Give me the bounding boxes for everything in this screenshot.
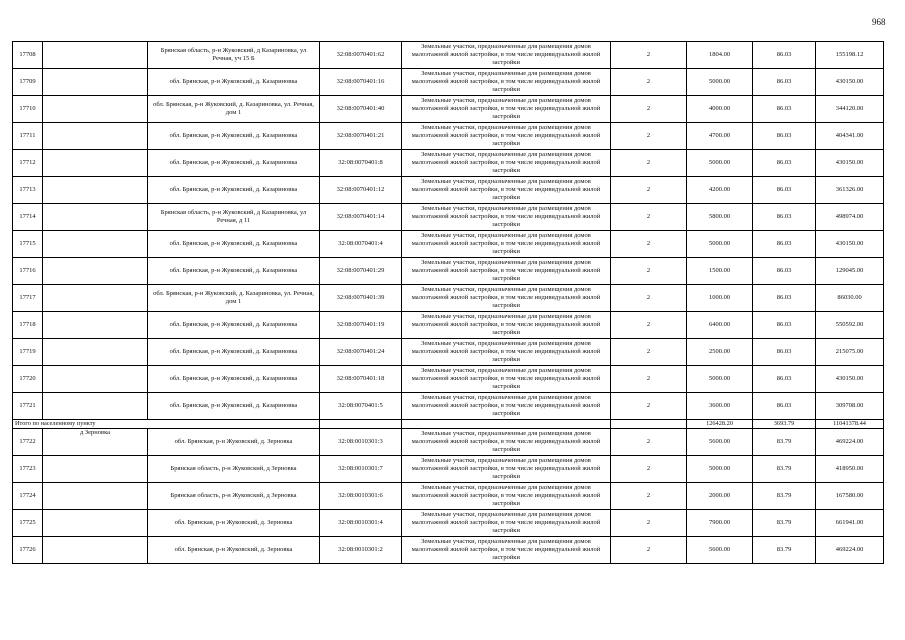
table-row bbox=[13, 123, 884, 150]
row-settlement-cell bbox=[43, 96, 148, 123]
row-land-category: Земельные участки, предназначенные для размещения домов малоэтажной жилой застройки, в том числе индивидуальной жилой застройки bbox=[402, 42, 611, 69]
row-settlement-cell bbox=[43, 366, 148, 393]
row-rate: 86.03 bbox=[753, 69, 816, 96]
row-cadastral-value: 215075.00 bbox=[816, 339, 884, 366]
row-group: 2 bbox=[611, 312, 687, 339]
row-cadastral-value: 661941.00 bbox=[816, 510, 884, 537]
row-rate: 83.79 bbox=[753, 483, 816, 510]
row-rate: 86.03 bbox=[753, 312, 816, 339]
row-land-category: Земельные участки, предназначенные для размещения домов малоэтажной жилой застройки, в том числе индивидуальной жилой застройки bbox=[402, 285, 611, 312]
row-land-category: Земельные участки, предназначенные для размещения домов малоэтажной жилой застройки, в том числе индивидуальной жилой застройки bbox=[402, 537, 611, 564]
row-area: 5000.00 bbox=[687, 69, 753, 96]
row-settlement-cell bbox=[43, 177, 148, 204]
row-id: 17714 bbox=[13, 204, 43, 231]
row-area: 4700.00 bbox=[687, 123, 753, 150]
table-body-zernovka bbox=[13, 429, 884, 564]
table-row bbox=[13, 258, 884, 285]
subtotal-value: 11041378.44 bbox=[816, 420, 884, 429]
row-area: 5000.00 bbox=[687, 231, 753, 258]
subtotal-area: 126428.20 bbox=[687, 420, 753, 429]
subtotal-rate: 3693.79 bbox=[753, 420, 816, 429]
table-row bbox=[13, 204, 884, 231]
row-land-category: Земельные участки, предназначенные для размещения домов малоэтажной жилой застройки, в том числе индивидуальной жилой застройки bbox=[402, 177, 611, 204]
row-address: обл. Брянская, р-н Жуковский, д. Казариновка bbox=[148, 312, 320, 339]
row-id: 17719 bbox=[13, 339, 43, 366]
row-rate: 83.79 bbox=[753, 456, 816, 483]
row-id: 17721 bbox=[13, 393, 43, 420]
table-row bbox=[13, 456, 884, 483]
table-row bbox=[13, 366, 884, 393]
row-settlement-cell bbox=[43, 312, 148, 339]
row-group: 2 bbox=[611, 150, 687, 177]
subtotal-blank-group bbox=[611, 420, 687, 429]
row-land-category: Земельные участки, предназначенные для размещения домов малоэтажной жилой застройки, в том числе индивидуальной жилой застройки bbox=[402, 258, 611, 285]
row-address: обл. Брянская, р-н Жуковский, д. Казариновка, ул. Речная, дом 1 bbox=[148, 285, 320, 312]
row-cadastral-value: 430150.00 bbox=[816, 366, 884, 393]
row-rate: 83.79 bbox=[753, 537, 816, 564]
row-cadastral-number: 32:08:0070401:62 bbox=[320, 42, 402, 69]
row-land-category: Земельные участки, предназначенные для размещения домов малоэтажной жилой застройки, в том числе индивидуальной жилой застройки bbox=[402, 123, 611, 150]
table-row bbox=[13, 393, 884, 420]
row-group: 2 bbox=[611, 69, 687, 96]
row-land-category: Земельные участки, предназначенные для размещения домов малоэтажной жилой застройки, в том числе индивидуальной жилой застройки bbox=[402, 393, 611, 420]
row-cadastral-value: 498974.00 bbox=[816, 204, 884, 231]
row-area: 2500.00 bbox=[687, 339, 753, 366]
row-cadastral-value: 155198.12 bbox=[816, 42, 884, 69]
row-settlement-cell bbox=[43, 204, 148, 231]
row-id: 17708 bbox=[13, 42, 43, 69]
table-row bbox=[13, 483, 884, 510]
row-address: Брянская область, р-н Жуковский, д Казариновка, ул Речная, уч 15 Б bbox=[148, 42, 320, 69]
row-area: 5600.00 bbox=[687, 537, 753, 564]
row-cadastral-number: 32:08:0070401:19 bbox=[320, 312, 402, 339]
table-row bbox=[13, 231, 884, 258]
table-row bbox=[13, 285, 884, 312]
row-address: обл. Брянская, р-н Жуковский, д. Зерновка bbox=[148, 429, 320, 456]
row-group: 2 bbox=[611, 177, 687, 204]
row-area: 1804.00 bbox=[687, 42, 753, 69]
row-cadastral-value: 361326.00 bbox=[816, 177, 884, 204]
row-address: обл. Брянская, р-н Жуковский, д. Казариновка bbox=[148, 366, 320, 393]
row-area: 5000.00 bbox=[687, 456, 753, 483]
row-settlement-cell bbox=[43, 123, 148, 150]
subtotal-blank-category bbox=[402, 420, 611, 429]
table-row bbox=[13, 537, 884, 564]
row-id: 17709 bbox=[13, 69, 43, 96]
row-land-category: Земельные участки, предназначенные для размещения домов малоэтажной жилой застройки, в том числе индивидуальной жилой застройки bbox=[402, 312, 611, 339]
settlement-name: д Зерновка bbox=[43, 429, 148, 456]
row-rate: 83.79 bbox=[753, 510, 816, 537]
row-cadastral-number: 32:08:0010301:4 bbox=[320, 510, 402, 537]
row-cadastral-number: 32:08:0070401:5 bbox=[320, 393, 402, 420]
table-row bbox=[13, 339, 884, 366]
row-settlement-cell bbox=[43, 483, 148, 510]
row-rate: 86.03 bbox=[753, 393, 816, 420]
row-land-category: Земельные участки, предназначенные для размещения домов малоэтажной жилой застройки, в том числе индивидуальной жилой застройки bbox=[402, 96, 611, 123]
row-address: обл. Брянская, р-н Жуковский, д. Казариновка bbox=[148, 258, 320, 285]
row-address: обл. Брянская, р-н Жуковский, д. Зерновка bbox=[148, 537, 320, 564]
row-cadastral-number: 32:08:0010301:3 bbox=[320, 429, 402, 456]
row-id: 17725 bbox=[13, 510, 43, 537]
row-cadastral-value: 469224.00 bbox=[816, 429, 884, 456]
row-area: 4200.00 bbox=[687, 177, 753, 204]
table-row bbox=[13, 96, 884, 123]
row-cadastral-number: 32:08:0010301:7 bbox=[320, 456, 402, 483]
table-row bbox=[13, 42, 884, 69]
row-id: 17717 bbox=[13, 285, 43, 312]
row-rate: 86.03 bbox=[753, 285, 816, 312]
row-cadastral-value: 430150.00 bbox=[816, 69, 884, 96]
row-address: обл. Брянская, р-н Жуковский, д. Зерновка bbox=[148, 510, 320, 537]
row-settlement-cell bbox=[43, 69, 148, 96]
row-area: 3600.00 bbox=[687, 393, 753, 420]
row-cadastral-number: 32:08:0070401:8 bbox=[320, 150, 402, 177]
row-address: обл. Брянская, р-н Жуковский, д. Казариновка bbox=[148, 339, 320, 366]
row-settlement-cell bbox=[43, 456, 148, 483]
row-cadastral-value: 469224.00 bbox=[816, 537, 884, 564]
row-cadastral-number: 32:08:0070401:18 bbox=[320, 366, 402, 393]
row-rate: 86.03 bbox=[753, 123, 816, 150]
row-group: 2 bbox=[611, 510, 687, 537]
row-id: 17711 bbox=[13, 123, 43, 150]
row-cadastral-value: 129045.00 bbox=[816, 258, 884, 285]
row-land-category: Земельные участки, предназначенные для размещения домов малоэтажной жилой застройки, в том числе индивидуальной жилой застройки bbox=[402, 456, 611, 483]
table-row bbox=[13, 429, 884, 456]
row-land-category: Земельные участки, предназначенные для размещения домов малоэтажной жилой застройки, в том числе индивидуальной жилой застройки bbox=[402, 510, 611, 537]
row-land-category: Земельные участки, предназначенные для размещения домов малоэтажной жилой застройки, в том числе индивидуальной жилой застройки bbox=[402, 231, 611, 258]
row-cadastral-number: 32:08:0070401:12 bbox=[320, 177, 402, 204]
row-id: 17710 bbox=[13, 96, 43, 123]
row-area: 5800.00 bbox=[687, 204, 753, 231]
row-land-category: Земельные участки, предназначенные для размещения домов малоэтажной жилой застройки, в том числе индивидуальной жилой застройки bbox=[402, 366, 611, 393]
row-id: 17726 bbox=[13, 537, 43, 564]
table-row bbox=[13, 69, 884, 96]
row-rate: 86.03 bbox=[753, 204, 816, 231]
row-cadastral-value: 404341.00 bbox=[816, 123, 884, 150]
row-area: 2000.00 bbox=[687, 483, 753, 510]
table-row bbox=[13, 510, 884, 537]
row-land-category: Земельные участки, предназначенные для размещения домов малоэтажной жилой застройки, в том числе индивидуальной жилой застройки bbox=[402, 339, 611, 366]
row-settlement-cell bbox=[43, 150, 148, 177]
row-group: 2 bbox=[611, 123, 687, 150]
row-cadastral-value: 167580.00 bbox=[816, 483, 884, 510]
table-body-kazarinovka bbox=[13, 42, 884, 420]
row-cadastral-number: 32:08:0070401:4 bbox=[320, 231, 402, 258]
row-rate: 86.03 bbox=[753, 96, 816, 123]
row-rate: 86.03 bbox=[753, 150, 816, 177]
row-rate: 86.03 bbox=[753, 177, 816, 204]
row-rate: 83.79 bbox=[753, 429, 816, 456]
row-id: 17723 bbox=[13, 456, 43, 483]
row-address: обл. Брянская, р-н Жуковский, д. Казариновка bbox=[148, 123, 320, 150]
row-cadastral-value: 430150.00 bbox=[816, 150, 884, 177]
row-rate: 86.03 bbox=[753, 366, 816, 393]
row-group: 2 bbox=[611, 258, 687, 285]
land-valuation-table bbox=[12, 41, 884, 564]
page-number: 968 bbox=[872, 17, 886, 27]
row-group: 2 bbox=[611, 339, 687, 366]
row-id: 17724 bbox=[13, 483, 43, 510]
subtotal-row bbox=[13, 420, 884, 429]
row-area: 7900.00 bbox=[687, 510, 753, 537]
row-area: 5600.00 bbox=[687, 429, 753, 456]
row-id: 17718 bbox=[13, 312, 43, 339]
row-address: Брянская область, р-н Жуковский, д Зерновка bbox=[148, 456, 320, 483]
row-cadastral-number: 32:08:0070401:29 bbox=[320, 258, 402, 285]
row-id: 17720 bbox=[13, 366, 43, 393]
row-area: 4000.00 bbox=[687, 96, 753, 123]
row-cadastral-value: 418950.00 bbox=[816, 456, 884, 483]
row-settlement-cell bbox=[43, 42, 148, 69]
row-cadastral-value: 430150.00 bbox=[816, 231, 884, 258]
row-rate: 86.03 bbox=[753, 339, 816, 366]
row-land-category: Земельные участки, предназначенные для размещения домов малоэтажной жилой застройки, в том числе индивидуальной жилой застройки bbox=[402, 429, 611, 456]
row-address: обл. Брянская, р-н Жуковский, д. Казариновка bbox=[148, 150, 320, 177]
row-cadastral-number: 32:08:0070401:24 bbox=[320, 339, 402, 366]
row-settlement-cell bbox=[43, 510, 148, 537]
row-cadastral-number: 32:08:0010301:2 bbox=[320, 537, 402, 564]
row-settlement-cell bbox=[43, 393, 148, 420]
row-area: 1500.00 bbox=[687, 258, 753, 285]
row-cadastral-number: 32:08:0070401:16 bbox=[320, 69, 402, 96]
row-id: 17715 bbox=[13, 231, 43, 258]
row-cadastral-value: 550592.00 bbox=[816, 312, 884, 339]
row-address: обл. Брянская, р-н Жуковский, д. Казариновка bbox=[148, 393, 320, 420]
row-address: обл. Брянская, р-н Жуковский, д. Казариновка, ул. Речная, дом 1 bbox=[148, 96, 320, 123]
row-address: обл. Брянская, р-н Жуковский, д. Казариновка bbox=[148, 231, 320, 258]
row-land-category: Земельные участки, предназначенные для размещения домов малоэтажной жилой застройки, в том числе индивидуальной жилой застройки bbox=[402, 204, 611, 231]
row-address: Брянская область, р-н Жуковский, д Зерновка bbox=[148, 483, 320, 510]
row-cadastral-value: 309708.00 bbox=[816, 393, 884, 420]
row-id: 17716 bbox=[13, 258, 43, 285]
row-cadastral-number: 32:08:0070401:21 bbox=[320, 123, 402, 150]
row-group: 2 bbox=[611, 456, 687, 483]
row-cadastral-number: 32:08:0070401:39 bbox=[320, 285, 402, 312]
table-body-subtotal bbox=[13, 420, 884, 429]
subtotal-blank-cadastral bbox=[320, 420, 402, 429]
row-address: Брянская область, р-н Жуковский, д Казариновка, ул Речная, д 11 bbox=[148, 204, 320, 231]
row-land-category: Земельные участки, предназначенные для размещения домов малоэтажной жилой застройки, в том числе индивидуальной жилой застройки bbox=[402, 483, 611, 510]
row-group: 2 bbox=[611, 429, 687, 456]
row-id: 17713 bbox=[13, 177, 43, 204]
row-rate: 86.03 bbox=[753, 42, 816, 69]
row-cadastral-value: 86030.00 bbox=[816, 285, 884, 312]
row-cadastral-number: 32:08:0010301:6 bbox=[320, 483, 402, 510]
row-settlement-cell bbox=[43, 258, 148, 285]
row-area: 6400.00 bbox=[687, 312, 753, 339]
row-group: 2 bbox=[611, 366, 687, 393]
row-settlement-cell bbox=[43, 285, 148, 312]
table-row bbox=[13, 312, 884, 339]
row-group: 2 bbox=[611, 285, 687, 312]
row-address: обл. Брянская, р-н Жуковский, д. Казариновка bbox=[148, 69, 320, 96]
row-settlement-cell bbox=[43, 537, 148, 564]
row-cadastral-value: 344120.00 bbox=[816, 96, 884, 123]
row-area: 1000.00 bbox=[687, 285, 753, 312]
row-group: 2 bbox=[611, 96, 687, 123]
row-cadastral-number: 32:08:0070401:40 bbox=[320, 96, 402, 123]
row-group: 2 bbox=[611, 483, 687, 510]
row-land-category: Земельные участки, предназначенные для размещения домов малоэтажной жилой застройки, в том числе индивидуальной жилой застройки bbox=[402, 150, 611, 177]
row-group: 2 bbox=[611, 204, 687, 231]
row-settlement-cell bbox=[43, 231, 148, 258]
row-settlement-cell bbox=[43, 339, 148, 366]
row-address: обл. Брянская, р-н Жуковский, д. Казариновка bbox=[148, 177, 320, 204]
row-rate: 86.03 bbox=[753, 258, 816, 285]
row-area: 5000.00 bbox=[687, 150, 753, 177]
subtotal-label: Итого по населенному пункту bbox=[13, 420, 320, 429]
row-rate: 86.03 bbox=[753, 231, 816, 258]
row-group: 2 bbox=[611, 393, 687, 420]
table-row bbox=[13, 150, 884, 177]
row-group: 2 bbox=[611, 231, 687, 258]
row-id: 17722 bbox=[13, 429, 43, 456]
table-row bbox=[13, 177, 884, 204]
row-cadastral-number: 32:08:0070401:14 bbox=[320, 204, 402, 231]
row-land-category: Земельные участки, предназначенные для размещения домов малоэтажной жилой застройки, в том числе индивидуальной жилой застройки bbox=[402, 69, 611, 96]
row-area: 5000.00 bbox=[687, 366, 753, 393]
row-group: 2 bbox=[611, 42, 687, 69]
row-id: 17712 bbox=[13, 150, 43, 177]
row-group: 2 bbox=[611, 537, 687, 564]
